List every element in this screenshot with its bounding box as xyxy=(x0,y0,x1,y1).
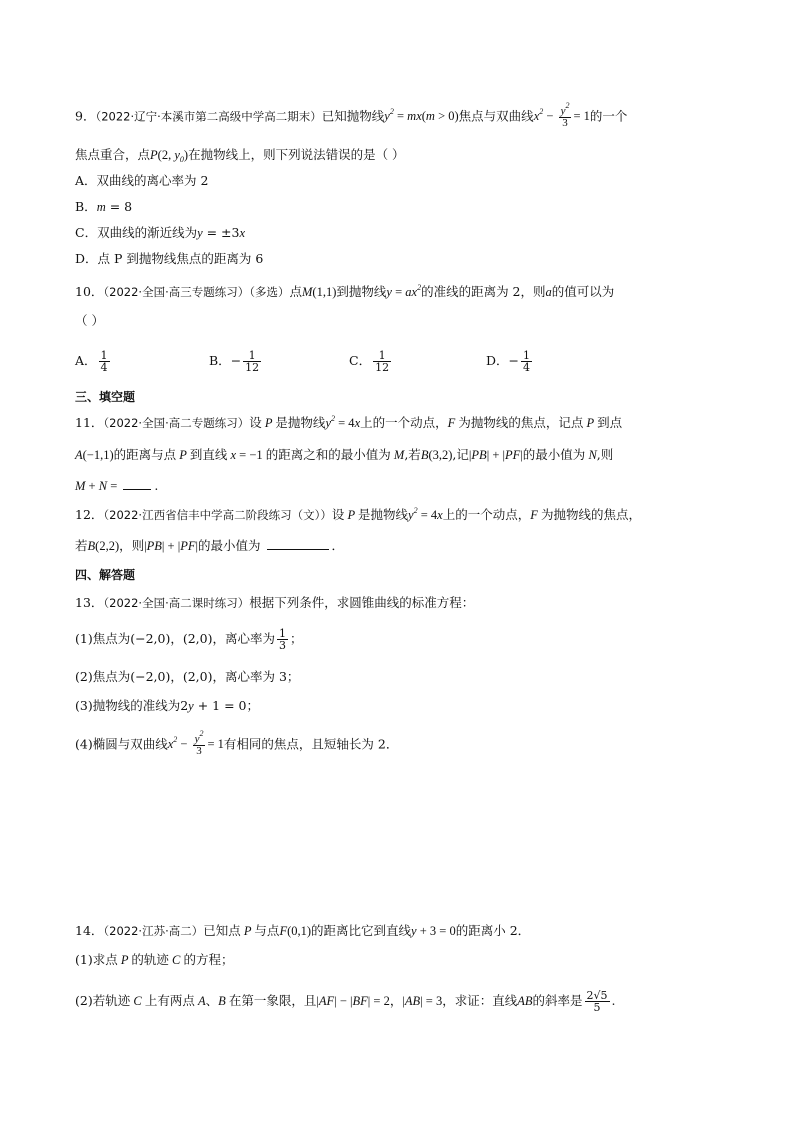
q13-line1: 13．（2022·全国·高二课时练习）根据下列条件，求圆锥曲线的标准方程： xyxy=(75,595,475,610)
q13-part3: (3)抛物线的准线为2y + 1 = 0； xyxy=(75,698,259,713)
q9-option-b: B．m = 8 xyxy=(75,199,133,214)
q14-number: 14． xyxy=(75,923,104,938)
q9-hyperbola-eq: $x^2$ − $\frac{y^2}{3}$ = 1 xyxy=(533,101,590,129)
q14-source: （2022·江苏·高二） xyxy=(103,924,204,938)
q9-line2: 焦点重合，点P(2, $y_0$)在抛物线上，则下列说法错误的是（ ） xyxy=(75,147,405,164)
q12-source: （2022·江西省信丰中学高二阶段练习（文）） xyxy=(103,508,332,522)
q10-option-c: C． $\frac{1}{12}$ xyxy=(349,349,390,374)
q14-part2: (2)若轨迹 C 上有两点 A、B 在第一象限，且|AF| − |BF| = 2，|AB| = 3，求证：直线AB的斜率是 $\frac{2√5}{5}$ . xyxy=(75,989,616,1014)
q13-part4: (4)椭圆与双曲线$x^2$ − $\frac{y^2}{3}$ = 1有相同的焦点，且短轴长为 2． xyxy=(75,729,399,757)
q10-source: （2022·全国·高三专题练习）（多选） xyxy=(103,285,290,299)
q11-line2: A(−1,1)的距离与点 P 到直线 x = −1 的距离之和的最小值为 M,若B(3,2),记|PB| + |PF|的最小值为 N,则 xyxy=(75,447,614,462)
section-fill-in-heading: 三、填空题 xyxy=(75,390,136,404)
q12-line2: 若B(2,2)，则|PB| + |PF|的最小值为 ． xyxy=(75,538,345,553)
q13-part2: (2)焦点为(−2,0)，(2,0)，离心率为 3； xyxy=(75,669,300,684)
q12-line1: 12．（2022·江西省信丰中学高二阶段练习（文））设 P 是抛物线$y^2 = 4x$上的一个动点，F 为抛物线的焦点， xyxy=(75,506,642,522)
q12-answer-blank[interactable] xyxy=(267,537,329,550)
q9-option-c: C．双曲线的渐近线为y = ±3x xyxy=(75,225,246,240)
q14-part1: (1)求点 P 的轨迹 C 的方程； xyxy=(75,952,234,967)
q9-point-p: P(2, $y_0$) xyxy=(150,148,189,164)
q14-line1: 14．（2022·江苏·高二）已知点 P 与点F(0,1)的距离比它到直线y + 3 = 0的距离小 2． xyxy=(75,923,531,938)
q9-number: 9． xyxy=(75,108,96,124)
q12-number: 12． xyxy=(75,507,104,522)
q11-line1: 11．（2022·全国·高二专题练习）设 P 是抛物线$y^2 = 4x$上的一个动点，F 为抛物线的焦点，记点 P 到点 xyxy=(75,414,623,430)
q9-source: （2022·辽宁·本溪市第二高级中学高二期末） xyxy=(95,109,322,124)
q13-number: 13． xyxy=(75,595,104,610)
q13-source: （2022·全国·高二课时练习） xyxy=(103,596,250,610)
section-answer-heading: 四、解答题 xyxy=(75,568,136,582)
q9-option-a: A．双曲线的离心率为 2 xyxy=(75,173,209,188)
q13-part1: (1)焦点为(−2,0)，(2,0)，离心率为 $\frac{1}{3}$ ； xyxy=(75,627,303,652)
q10-option-b: B．− $\frac{1}{12}$ xyxy=(209,349,260,374)
q11-number: 11． xyxy=(75,415,104,430)
q11-answer-blank[interactable] xyxy=(123,477,151,490)
q10-number: 10． xyxy=(75,284,104,299)
q10-option-a: A． $\frac{1}{4}$ xyxy=(75,349,108,374)
q11-source: （2022·全国·高二专题练习） xyxy=(103,416,250,430)
q9-line1: 9．（2022·辽宁·本溪市第二高级中学高二期末）已知抛物线$y^2 = mx(m > 0)$焦点与双曲线$x^2$ − $\frac{y^2}{3}$ = 1的一个 xyxy=(75,101,628,129)
q10-option-d: D．− $\frac{1}{4}$ xyxy=(486,349,531,374)
q10-options xyxy=(75,344,675,380)
q9-option-d: D．点 P 到抛物线焦点的距离为 6 xyxy=(75,251,264,266)
q10-line1: 10．（2022·全国·高三专题练习）（多选）点M(1,1)到抛物线$y = ax^2$的准线的距离为 2，则a的值可以为 xyxy=(75,283,615,299)
q9-parabola-eq: $y^2 = mx(m > 0)$ xyxy=(384,107,459,124)
q10-line2: （ ） xyxy=(75,313,104,328)
q11-line3: M + N = . xyxy=(75,478,159,493)
